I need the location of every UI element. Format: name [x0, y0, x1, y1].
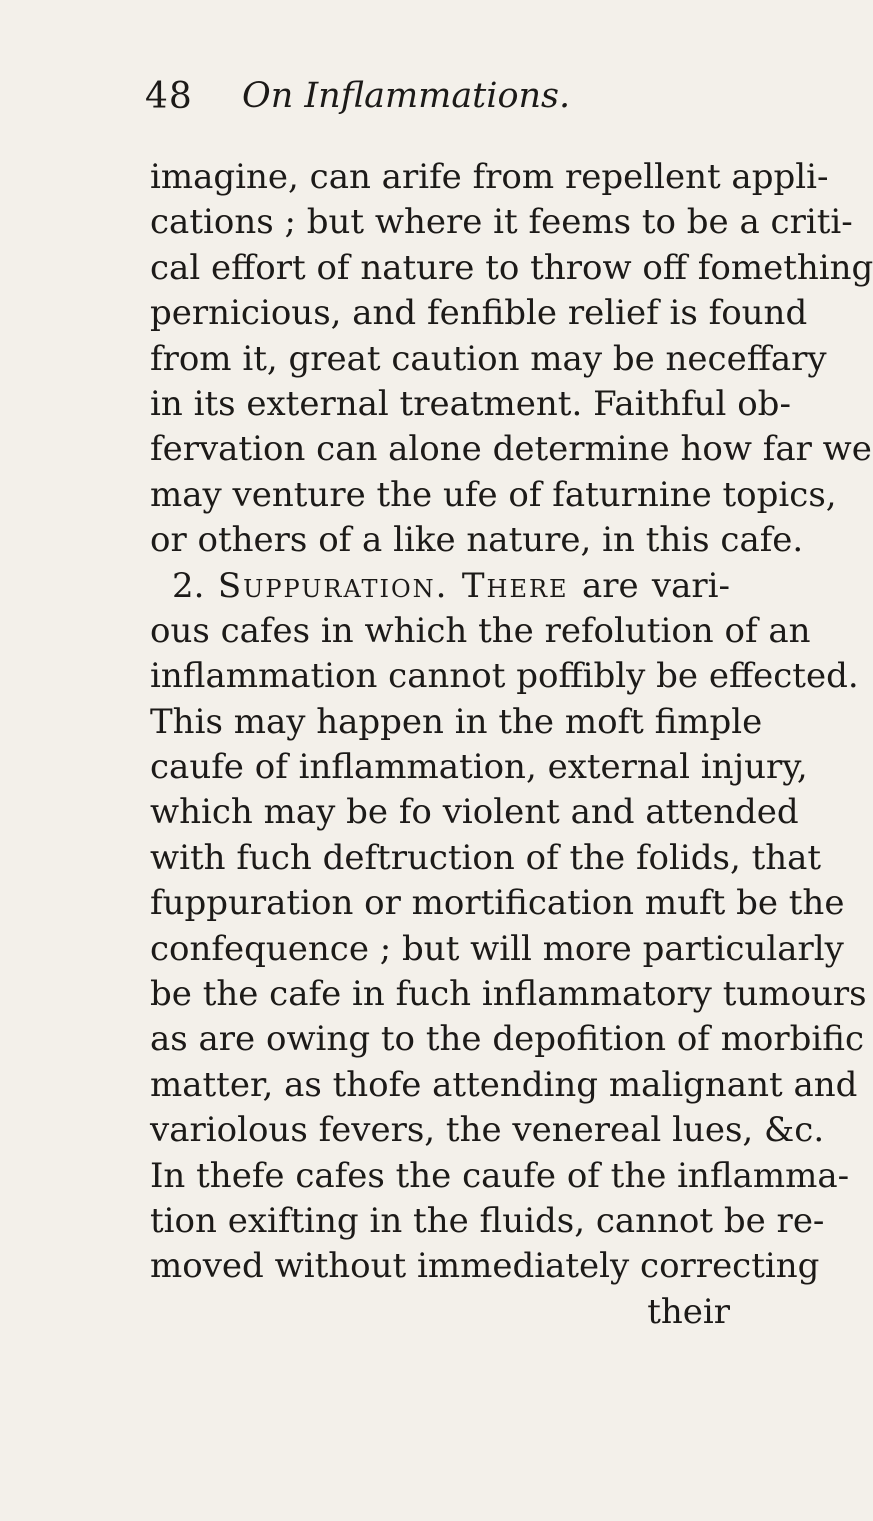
- section-heading: Suppuration.: [217, 565, 449, 606]
- page-header: [145, 74, 705, 134]
- text-line: pernicious, and fenfible relief is found: [150, 293, 808, 334]
- running-title: On Inflammations.: [242, 76, 571, 116]
- section-number: 2.: [172, 565, 205, 606]
- page-number: 48: [145, 76, 193, 117]
- section-line-rest: are vari-: [581, 565, 731, 606]
- section-lead-word: There: [461, 565, 569, 606]
- text-line: which may be fo violent and attended: [150, 792, 799, 833]
- text-line: imagine, can arife from repellent appli-: [150, 157, 829, 197]
- text-line: tion exifting in the fluids, cannot be re-: [150, 1200, 825, 1241]
- text-line: with fuch deftruction of the folids, that: [150, 837, 822, 878]
- catchword: their: [647, 1291, 730, 1332]
- text-line: ous cafes in which the refolution of an: [150, 610, 811, 651]
- text-line: cations ; but where it feems to be a criti-: [150, 202, 853, 243]
- text-line: as are owing to the depofition of morbific: [150, 1019, 865, 1060]
- text-line: variolous fevers, the venereal lues, &c.: [150, 1110, 825, 1151]
- text-line: In thefe cafes the caufe of the inflamma-: [150, 1155, 850, 1196]
- body-text: [150, 155, 873, 1335]
- text-line: confequence ; but will more particularly: [150, 928, 844, 969]
- section-heading-line: [150, 564, 730, 609]
- text-line: fuppuration or mortification muft be the: [150, 883, 845, 924]
- text-line: or others of a like nature, in this cafe.: [150, 520, 804, 561]
- text-line: caufe of inflammation, external injury,: [150, 747, 808, 788]
- text-line: inflammation cannot poffibly be effected.: [150, 656, 859, 697]
- text-line: moved without immediately correcting: [150, 1246, 820, 1287]
- text-line: may venture the ufe of faturnine topics,: [150, 474, 837, 515]
- text-line: cal effort of nature to throw off fomething: [150, 247, 873, 288]
- text-line: matter, as thofe attending malignant and: [150, 1064, 858, 1105]
- text-line: be the cafe in fuch inflammatory tumours: [150, 974, 867, 1015]
- text-line: in its external treatment. Faithful ob-: [150, 383, 791, 424]
- text-line: from it, great caution may be neceffary: [150, 338, 827, 379]
- text-line: fervation can alone determine how far we: [150, 429, 872, 470]
- text-line: This may happen in the moft fimple: [150, 701, 763, 742]
